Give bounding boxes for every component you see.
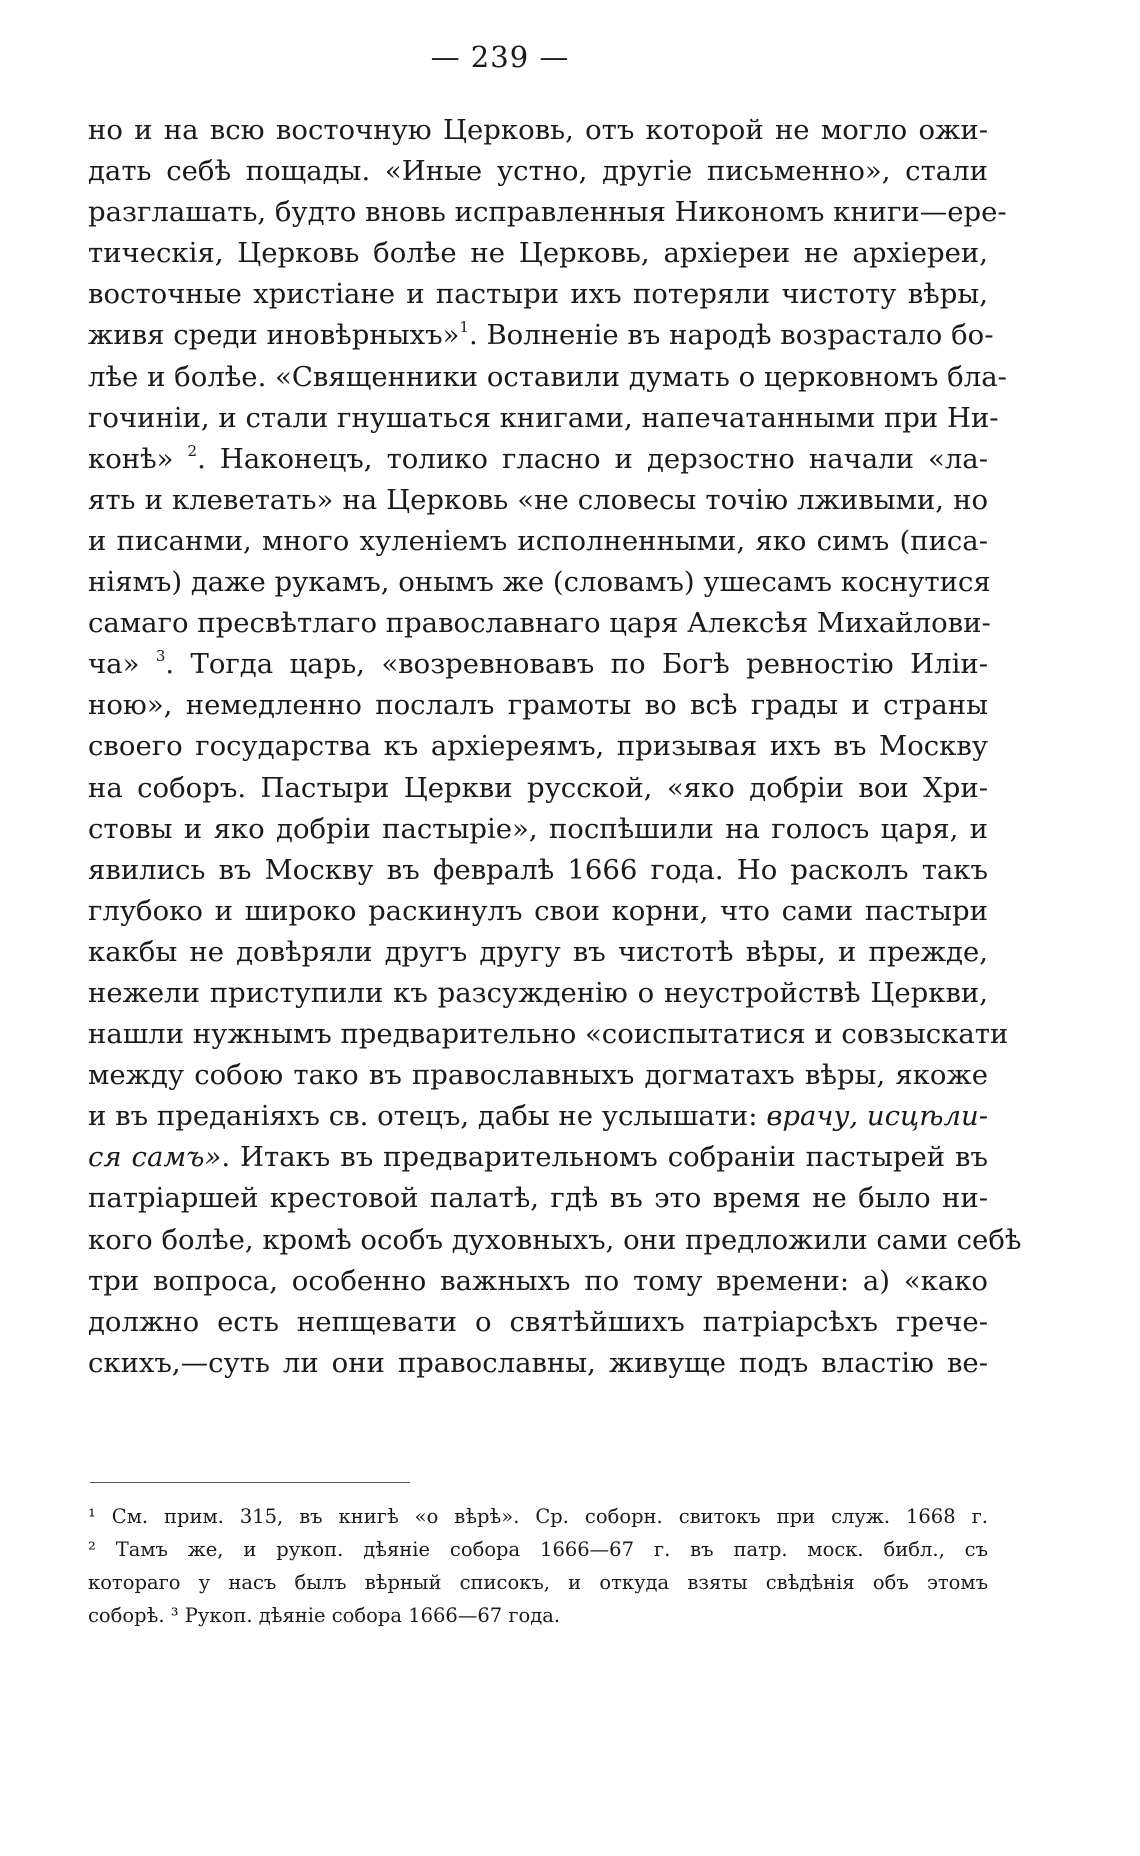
text-fragment: . Итакъ въ предварительномъ собраніи пастырей въ — [221, 1141, 988, 1174]
text-line: патріаршей крестовой палатѣ, гдѣ въ это время не было ни- — [88, 1182, 988, 1215]
text-fragment: . Тогда царь, «возревновавъ по Богѣ ревностію Иліи- — [165, 648, 988, 681]
text-line — [88, 315, 994, 356]
text-line: нашли нужнымъ предварительно «соиспытатися и совзыскати — [88, 1018, 1009, 1051]
text-line: кого болѣе, кромѣ особъ духовныхъ, они предложили сами себѣ — [88, 1223, 1022, 1256]
text-line: тическія, Церковь болѣе не Церковь, архіереи не архіереи, — [88, 237, 988, 270]
text-fragment: ча» — [88, 648, 140, 681]
main-text — [88, 110, 1022, 1384]
text-line — [88, 439, 988, 480]
text-line: на соборъ. Пастыри Церкви русской, «яко добріи вои Хри- — [88, 771, 988, 804]
text-line: разглашать, будто вновь исправленныя Никономъ книги—ере- — [88, 196, 1007, 229]
text-line: своего государства къ архіереямъ, призывая ихъ въ Москву — [88, 730, 988, 763]
footnote-line: ² Тамъ же, и рукоп. дѣяніе собора 1666—67 г. въ патр. моск. библ., съ — [88, 1538, 988, 1561]
footnote-line: соборѣ. ³ Рукоп. дѣяніе собора 1666—67 года. — [88, 1604, 561, 1627]
text-line: скихъ,—суть ли они православны, живуще подъ властію ве- — [88, 1346, 988, 1379]
page-number: — 239 — — [430, 40, 570, 74]
italic-quote: врачу, исцѣли- — [766, 1100, 989, 1133]
italic-quote: ся самъ» — [88, 1141, 222, 1174]
text-fragment: . Волненіе въ народѣ возрастало бо- — [468, 319, 994, 352]
footnote-line: ¹ См. прим. 315, въ книгѣ «о вѣрѣ». Ср. соборн. свитокъ при служ. 1668 г. — [88, 1505, 988, 1528]
text-line: какбы не довѣряли другъ другу въ чистотѣ вѣры, и прежде, — [88, 935, 988, 968]
text-line: гочиніи, и стали гнушаться книгами, напечатанными при Ни- — [88, 401, 999, 434]
text-line: восточные христіане и пастыри ихъ потеряли чистоту вѣры, — [88, 278, 988, 311]
footnote-line: котораго у насъ былъ вѣрный списокъ, и откуда взяты свѣдѣнія объ этомъ — [88, 1571, 988, 1594]
text-fragment: и въ преданіяхъ св. отецъ, дабы не услышати: — [88, 1100, 758, 1133]
text-line: лѣе и болѣе. «Священники оставили думать о церковномъ бла- — [88, 360, 1007, 393]
text-line: нежели приступили къ разсужденію о неустройствѣ Церкви, — [88, 976, 988, 1009]
text-line: явились въ Москву въ февралѣ 1666 года. Но расколъ такъ — [88, 853, 988, 886]
footnotes — [88, 1500, 988, 1632]
text-line: глубоко и широко раскинулъ свои корни, что сами пастыри — [88, 894, 988, 927]
text-line — [88, 1096, 988, 1137]
text-line: стовы и яко добріи пастыріе», поспѣшили на голосъ царя, и — [88, 812, 988, 845]
text-fragment: . Наконецъ, толико гласно и дерзостно начали «ла- — [197, 442, 988, 475]
text-line: три вопроса, особенно важныхъ по тому времени: а) «како — [88, 1264, 988, 1297]
text-line: но и на всю восточную Церковь, отъ которой не могло ожи- — [88, 114, 988, 146]
text-fragment: конѣ» — [88, 442, 174, 475]
text-line: и писанми, много хуленіемъ исполненными, яко симъ (писа- — [88, 524, 988, 557]
text-line — [88, 1137, 988, 1178]
footnote-ref: 1 — [459, 318, 469, 337]
text-line: ніямъ) даже рукамъ, онымъ же (словамъ) ушесамъ коснутися — [88, 566, 991, 599]
text-line: дать себѣ пощады. «Иные устно, другіе письменно», стали — [88, 155, 988, 188]
text-line — [88, 644, 988, 685]
footnote-ref: 2 — [187, 441, 198, 460]
text-line: ять и клеветать» на Церковь «не словесы точію лживыми, но — [88, 483, 988, 516]
text-line: между собою тако въ православныхъ догматахъ вѣры, якоже — [88, 1059, 988, 1092]
text-fragment: живя среди иновѣрныхъ» — [88, 319, 460, 352]
text-line: ною», немедленно послалъ грамоты во всѣ грады и страны — [88, 689, 988, 722]
footnote-separator — [90, 1482, 410, 1483]
text-line: должно есть непщевати о святѣйшихъ патріарсѣхъ грече- — [88, 1305, 988, 1338]
text-line: самаго пресвѣтлаго православнаго царя Алексѣя Михайлови- — [88, 607, 991, 640]
footnote-ref: 3 — [155, 647, 166, 666]
